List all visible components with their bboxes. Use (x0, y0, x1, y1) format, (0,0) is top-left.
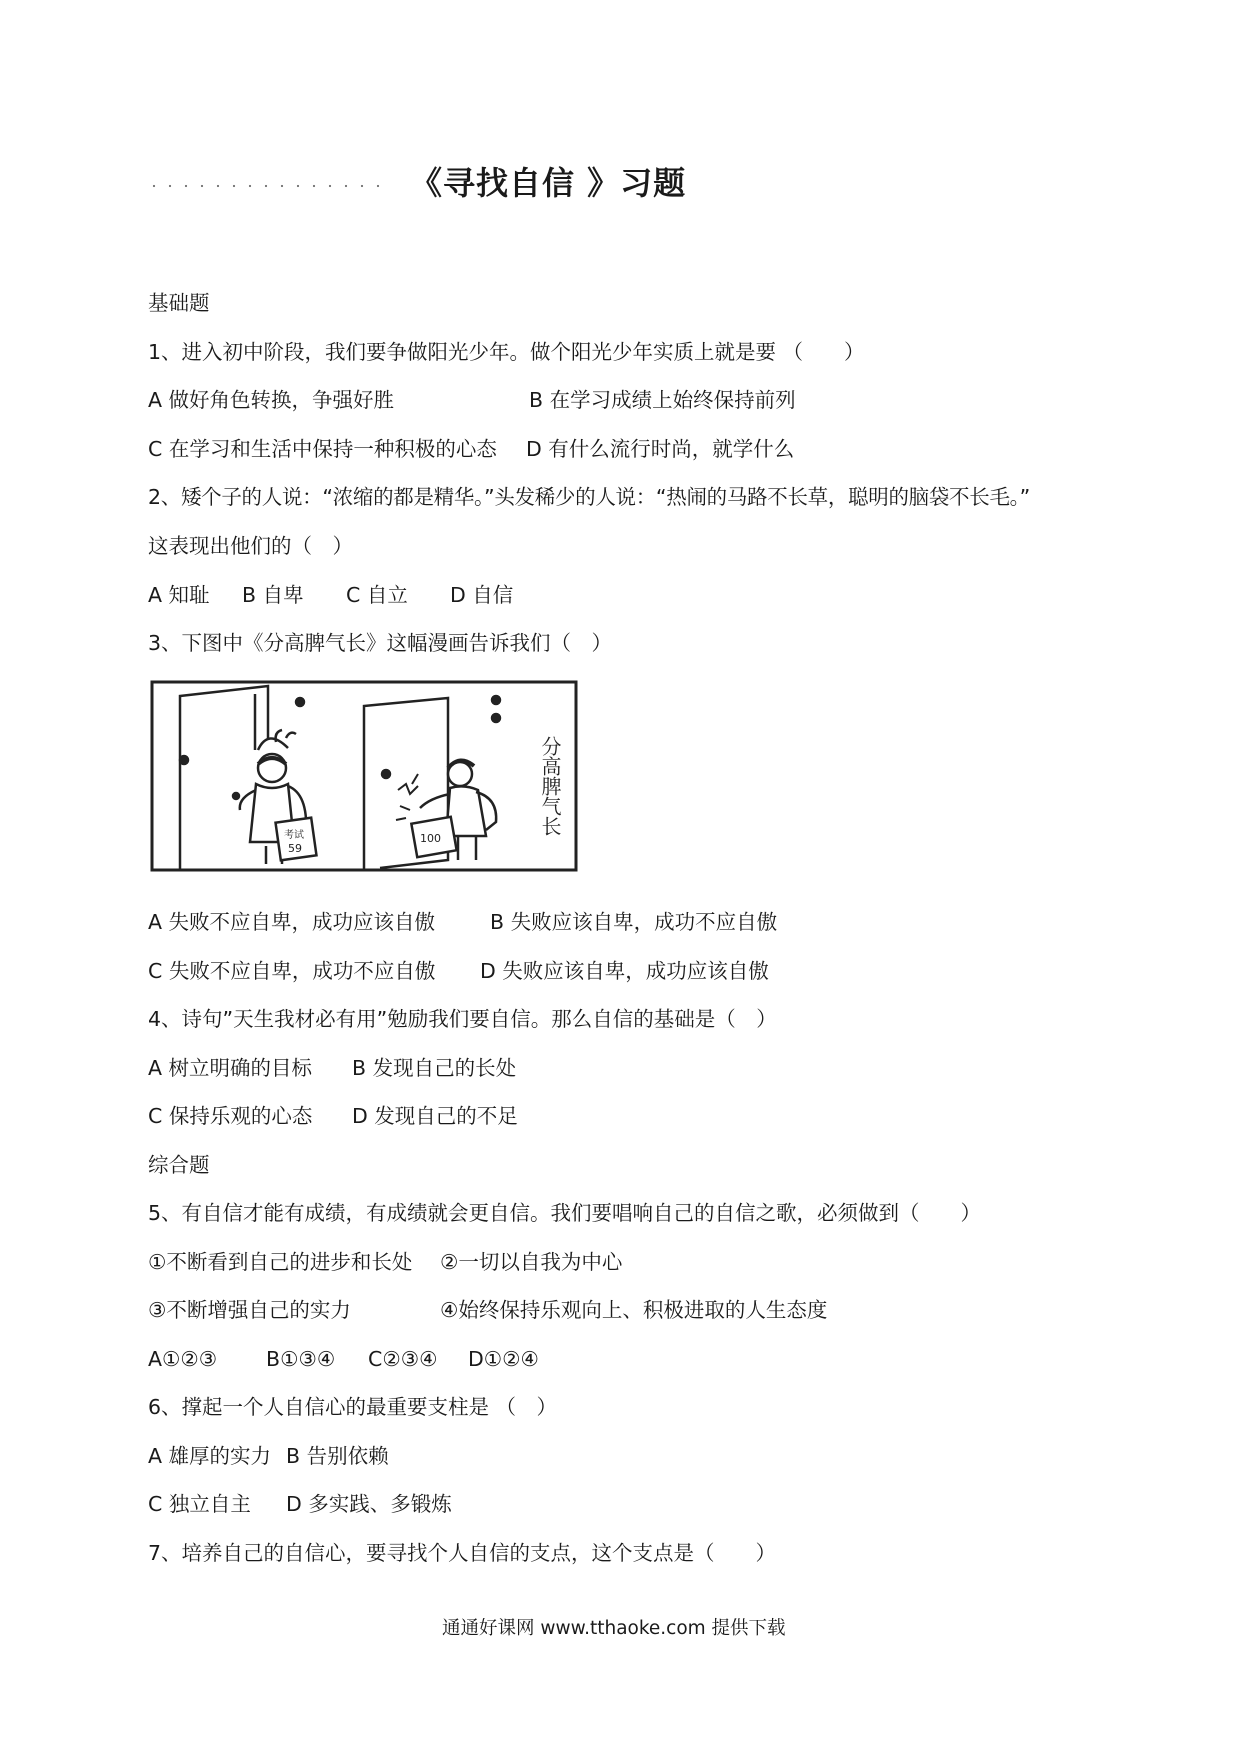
comic-illustration (150, 680, 578, 872)
question-3-stem: 3、下图中《分高脾气长》这幅漫画告诉我们（ ） (148, 631, 613, 655)
comic-left-score: 59 (288, 842, 302, 855)
page-title: 《寻找自信 》习题 (410, 164, 687, 202)
question-6-option-d: D 多实践、多锻炼 (286, 1492, 452, 1516)
question-5-statement-1: ①不断看到自己的进步和长处 (148, 1250, 413, 1274)
question-2-stem-line-2: 这表现出他们的（ ） (148, 534, 353, 558)
question-5-statement-2: ②一切以自我为中心 (440, 1250, 623, 1274)
comic-caption: 分高脾气长 (538, 736, 562, 836)
question-4-option-d: D 发现自己的不足 (352, 1104, 518, 1128)
question-5-option-c: C②③④ (368, 1347, 438, 1371)
title-leader-dots (146, 184, 386, 188)
question-6-stem: 6、撑起一个人自信心的最重要支柱是 （ ） (148, 1395, 558, 1419)
question-2-option-c: C 自立 (346, 583, 408, 607)
question-1-option-d: D 有什么流行时尚，就学什么 (526, 437, 795, 461)
section-comprehensive: 综合题 (148, 1153, 210, 1177)
question-3-option-b: B 失败应该自卑，成功不应自傲 (490, 910, 778, 934)
question-3-option-a: A 失败不应自卑，成功应该自傲 (148, 910, 436, 934)
section-basic: 基础题 (148, 291, 210, 315)
question-4-option-b: B 发现自己的长处 (352, 1056, 517, 1080)
question-5-stem: 5、有自信才能有成绩，有成绩就会更自信。我们要唱响自己的自信之歌，必须做到（ ） (148, 1201, 982, 1225)
question-2-option-d: D 自信 (450, 583, 514, 607)
question-2-option-b: B 自卑 (242, 583, 304, 607)
question-5-option-a: A①②③ (148, 1347, 218, 1371)
question-1-option-a: A 做好角色转换，争强好胜 (148, 388, 395, 412)
question-1-stem: 1、进入初中阶段，我们要争做阳光少年。做个阳光少年实质上就是要 （ ） (148, 340, 865, 364)
question-6-option-b: B 告别依赖 (286, 1444, 389, 1468)
question-4-option-c: C 保持乐观的心态 (148, 1104, 313, 1128)
question-2-stem-line-1: 2、矮个子的人说：“浓缩的都是精华。”头发稀少的人说：“热闹的马路不长草，聪明的脑袋不长毛。” (148, 485, 1030, 509)
question-1-option-c: C 在学习和生活中保持一种积极的心态 (148, 437, 497, 461)
question-5-option-b: B①③④ (266, 1347, 336, 1371)
question-1-option-b: B 在学习成绩上始终保持前列 (529, 388, 796, 412)
question-4-stem: 4、诗句”天生我材必有用”勉励我们要自信。那么自信的基础是（ ） (148, 1007, 777, 1031)
question-3-option-d: D 失败应该自卑，成功应该自傲 (480, 959, 769, 983)
question-3-option-c: C 失败不应自卑，成功不应自傲 (148, 959, 436, 983)
page-footer: 通通好课网 www.tthaoke.com 提供下载 (442, 1618, 786, 1639)
question-5-statement-3: ③不断增强自己的实力 (148, 1298, 351, 1322)
question-6-option-c: C 独立自主 (148, 1492, 251, 1516)
question-5-option-d: D①②④ (468, 1347, 539, 1371)
comic-right-score: 100 (420, 832, 441, 845)
question-2-option-a: A 知耻 (148, 583, 210, 607)
comic-left-paper-label: 考试 (284, 830, 304, 841)
question-5-statement-4: ④始终保持乐观向上、积极进取的人生态度 (440, 1298, 828, 1322)
question-4-option-a: A 树立明确的目标 (148, 1056, 313, 1080)
question-6-option-a: A 雄厚的实力 (148, 1444, 272, 1468)
question-7-stem: 7、培养自己的自信心，要寻找个人自信的支点，这个支点是（ ） (148, 1541, 777, 1565)
